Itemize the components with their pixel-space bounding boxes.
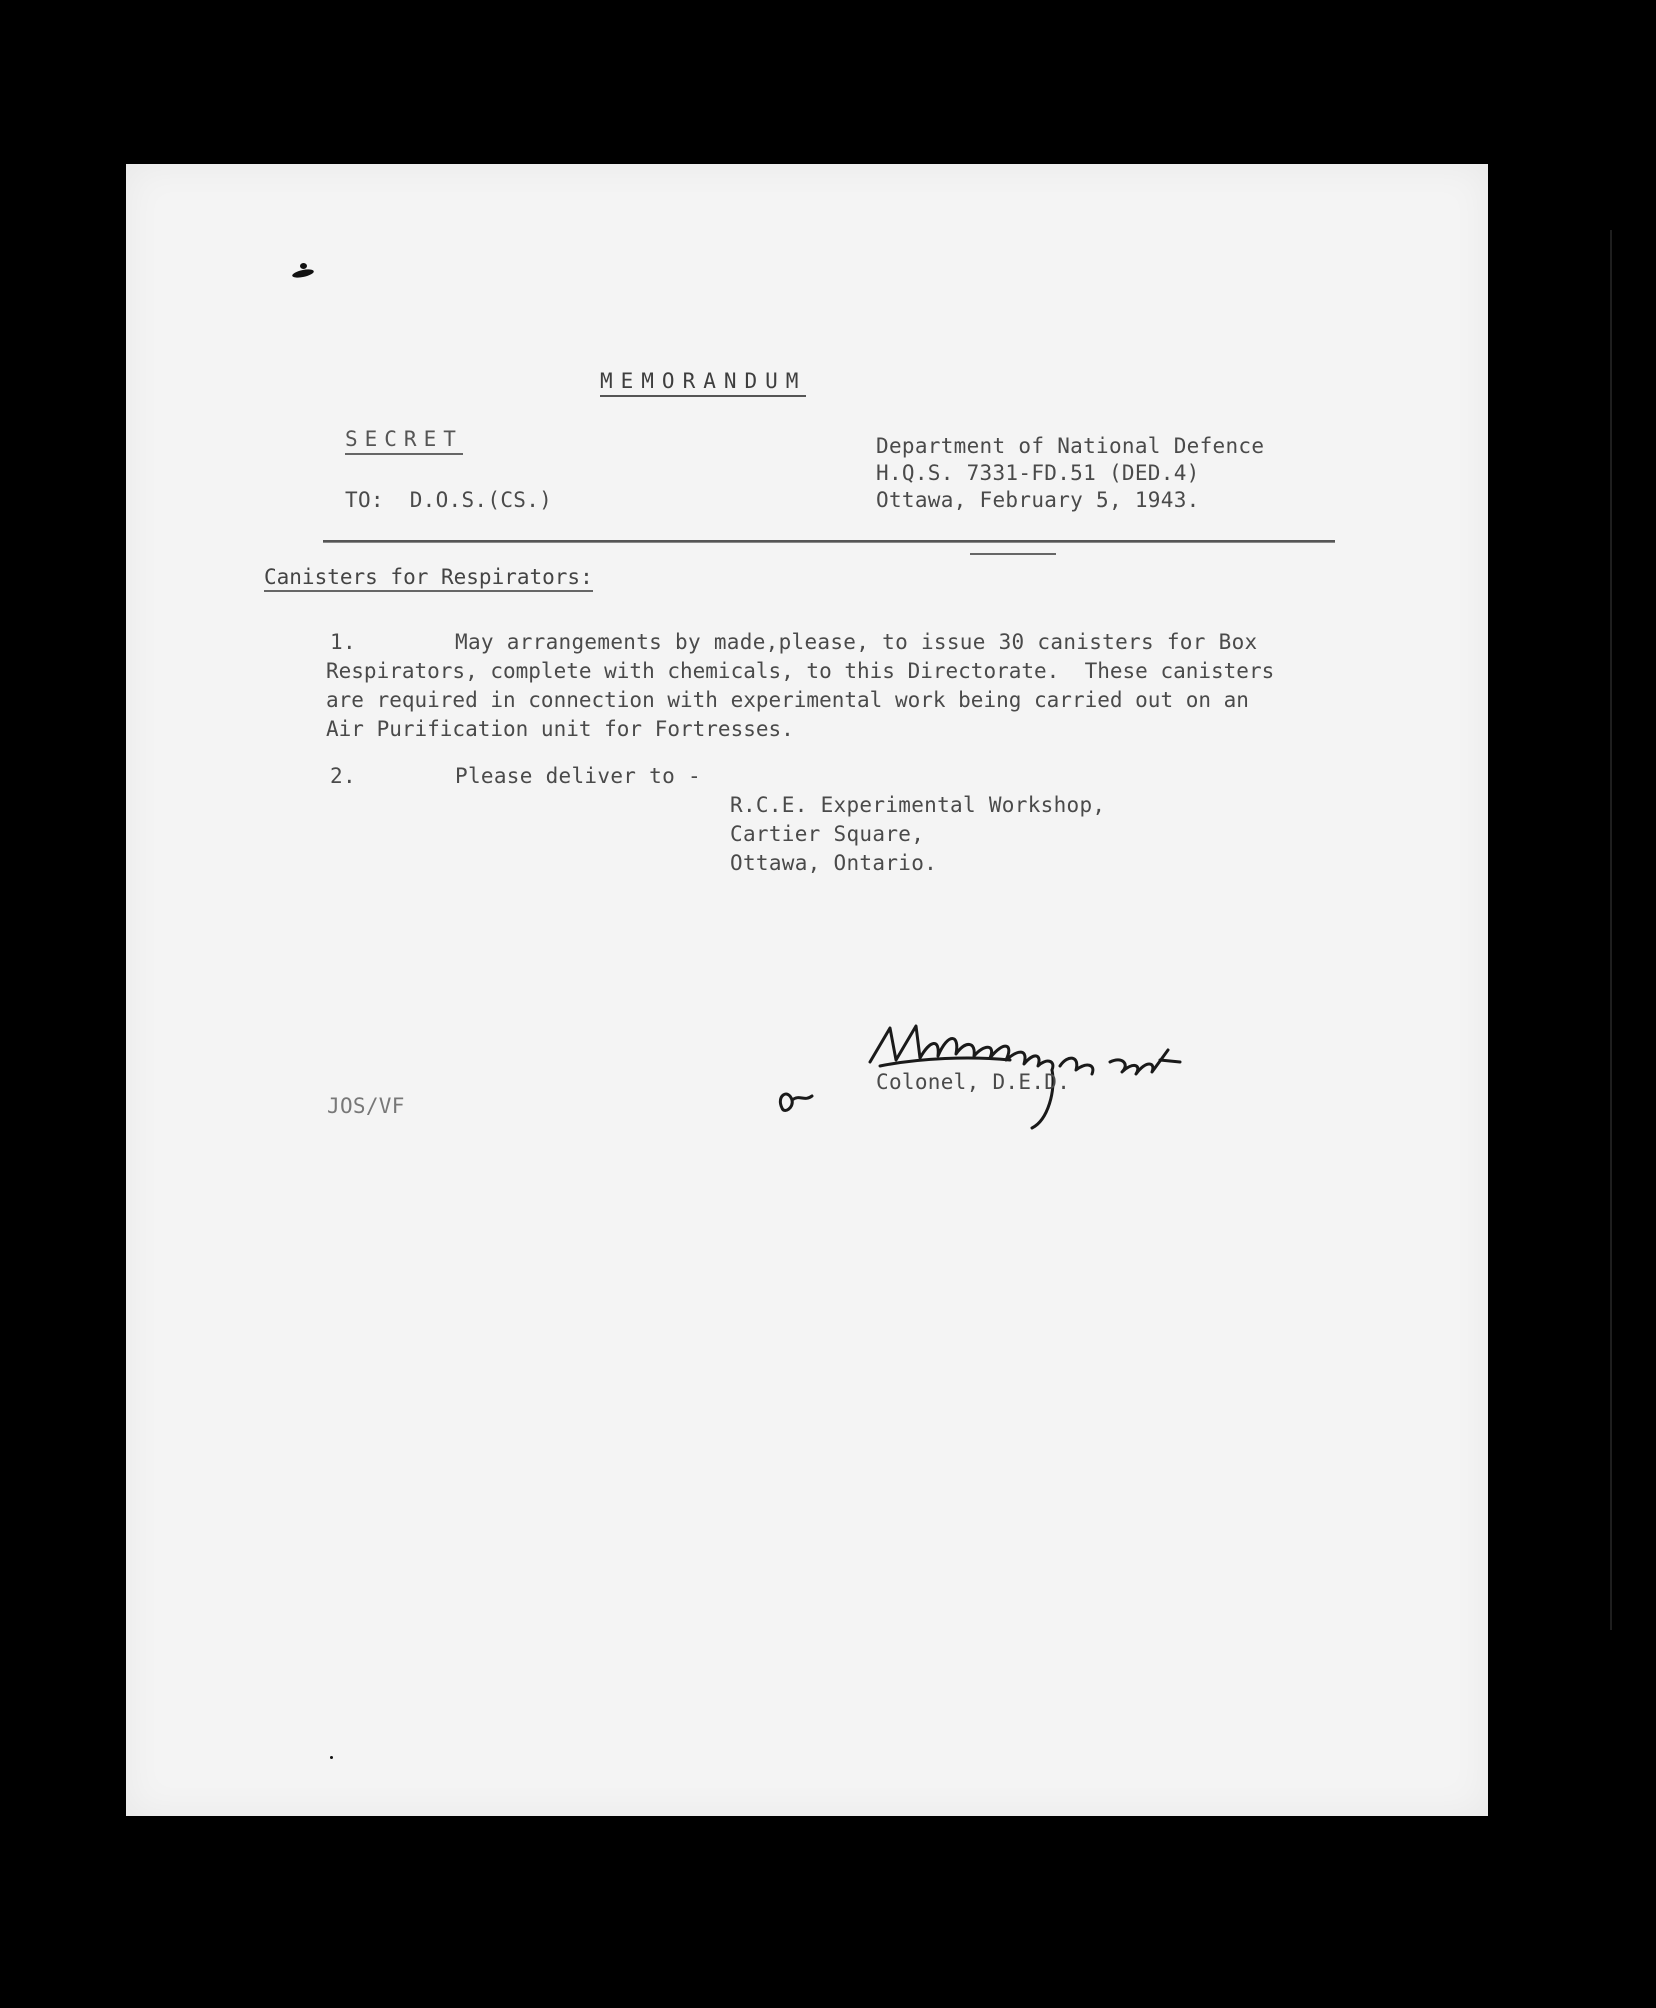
address-line-2: Cartier Square, <box>730 822 925 846</box>
subject-line: Canisters for Respirators: <box>264 565 593 592</box>
ink-speck <box>300 263 307 269</box>
short-divider <box>970 553 1056 555</box>
film-edge-line <box>1610 230 1612 1630</box>
header-divider <box>323 540 1335 543</box>
file-reference: H.Q.S. 7331-FD.51 (DED.4) <box>876 461 1200 485</box>
department-name: Department of National Defence <box>876 434 1265 458</box>
memo-heading: MEMORANDUM <box>600 369 806 397</box>
classification-label: SECRET <box>345 427 463 455</box>
signer-title: Colonel, D.E.D. <box>876 1070 1071 1094</box>
address-line-1: R.C.E. Experimental Workshop, <box>730 793 1106 817</box>
paragraph-2-number: 2. <box>330 764 356 788</box>
memo-page <box>126 164 1488 1816</box>
recipient-line: TO: D.O.S.(CS.) <box>345 488 553 512</box>
paragraph-1-body: Respirators, complete with chemicals, to this Directorate. These canisters are required in connection with experimental work being carried out on an Air Purification unit for Fortresses. <box>326 659 1275 741</box>
place-and-date: Ottawa, February 5, 1943. <box>876 488 1200 512</box>
ink-speck <box>330 1756 333 1759</box>
reference-initials: JOS/VF <box>327 1094 405 1118</box>
address-line-3: Ottawa, Ontario. <box>730 851 938 875</box>
paragraph-1-first-line: May arrangements by made,please, to issue 30 canisters for Box <box>455 630 1258 654</box>
paragraph-1-number: 1. <box>330 630 356 654</box>
paragraph-2-text: Please deliver to - <box>455 764 701 788</box>
